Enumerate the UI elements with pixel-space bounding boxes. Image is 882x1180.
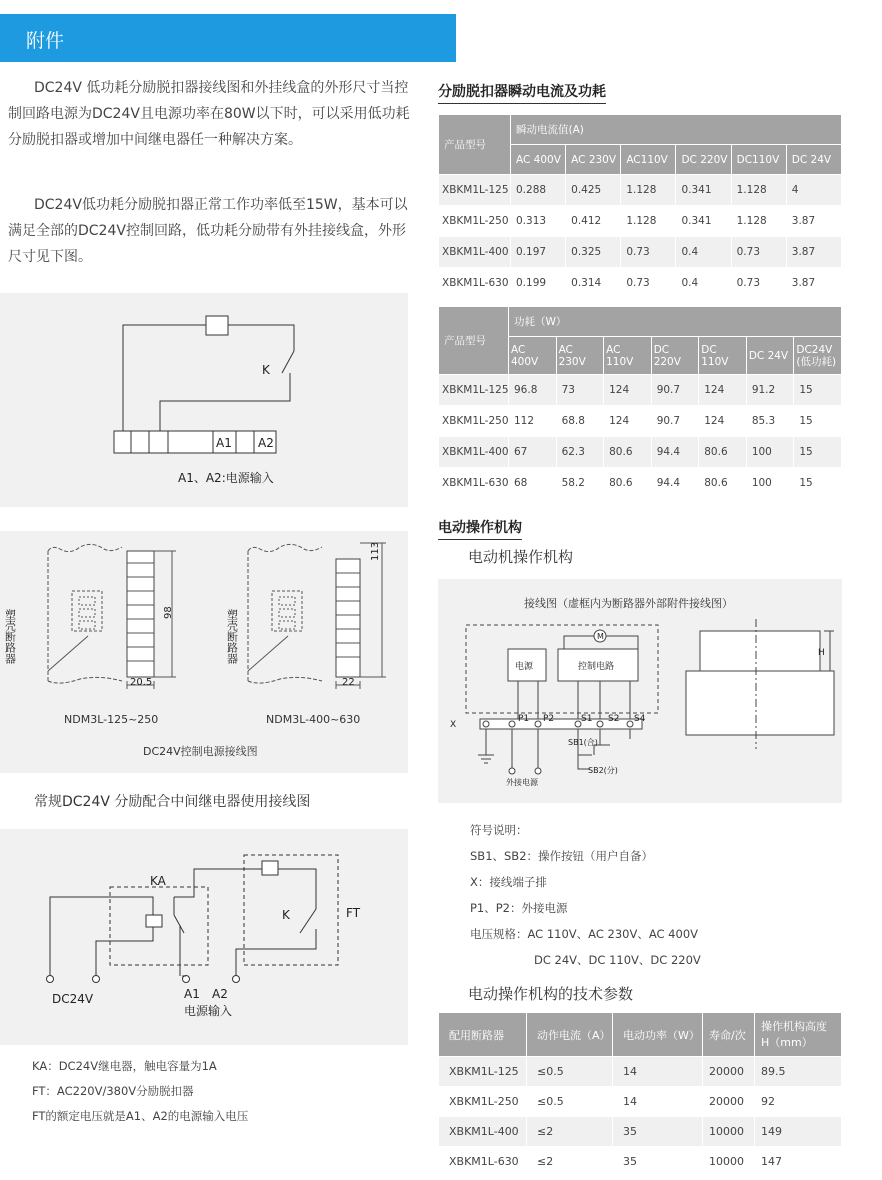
table-cell: 10000 xyxy=(703,1117,755,1147)
sb1-label: SB1(合) xyxy=(568,738,598,747)
symbol-note: 电压规格：AC 110V、AC 230V、AC 400V xyxy=(470,927,699,941)
table-cell: XBKM1L-125 xyxy=(439,375,509,406)
trip-current-table xyxy=(438,114,842,299)
table-cell: 147 xyxy=(755,1147,842,1177)
table1-col-header: AC 230V xyxy=(566,145,621,175)
relay-note-1: KA：DC24V继电器，触电容量为1A xyxy=(32,1059,217,1073)
table-row xyxy=(439,468,842,499)
table-cell: XBKM1L-250 xyxy=(439,406,509,437)
table3-col-header: 电动功率（W） xyxy=(613,1013,703,1057)
table2-col-header: DC 110V xyxy=(699,337,747,375)
diag3-label-k: K xyxy=(282,908,290,922)
table-row xyxy=(439,1117,842,1147)
table-cell: 62.3 xyxy=(556,437,604,468)
diag2-dim-98: 98 xyxy=(163,606,174,619)
table-row xyxy=(439,437,842,468)
diag1-label-a1: A1 xyxy=(216,436,232,450)
diag1-caption: A1、A2:电源输入 xyxy=(178,471,274,485)
table-cell: 4 xyxy=(786,175,841,206)
table-cell: 68.8 xyxy=(556,406,604,437)
table-cell: 80.6 xyxy=(604,437,652,468)
section-header-title: 附件 xyxy=(26,30,65,52)
table-cell: 3.87 xyxy=(786,237,841,268)
table-cell: 100 xyxy=(746,437,794,468)
relay-note-3: FT的额定电压就是A1、A2的电源输入电压 xyxy=(32,1109,249,1123)
table-row xyxy=(439,237,842,268)
terminal-p2-label: P2 xyxy=(543,714,555,724)
table-cell: 0.4 xyxy=(676,268,731,299)
diag3-label-ka: KA xyxy=(150,874,166,888)
table-cell: 1.128 xyxy=(621,206,676,237)
table-cell: 149 xyxy=(755,1117,842,1147)
current-section-title: 分励脱扣器瞬动电流及功耗 xyxy=(438,81,606,104)
table-cell: 0.73 xyxy=(621,237,676,268)
table-cell: 0.73 xyxy=(731,268,786,299)
table-cell: 67 xyxy=(509,437,557,468)
table-cell: 10000 xyxy=(703,1147,755,1177)
diag2-left-side-label: 塑壳断路器 xyxy=(3,609,17,664)
table-cell: 0.341 xyxy=(676,206,731,237)
table-cell: 89.5 xyxy=(755,1057,842,1087)
table-cell: 0.197 xyxy=(511,237,566,268)
motor-section-subtitle: 电动机操作机构 xyxy=(468,548,574,566)
table-cell: 100 xyxy=(746,468,794,499)
diag1-label-a2: A2 xyxy=(258,436,274,450)
table-cell: 0.325 xyxy=(566,237,621,268)
relay-wiring-diagram xyxy=(0,829,408,1045)
table2-col-header: AC 110V xyxy=(604,337,652,375)
table-cell: 91.2 xyxy=(746,375,794,406)
power-box-label: 电源 xyxy=(515,662,534,672)
motor-diagram-caption: 接线图（虚框内为断路器外部附件接线图） xyxy=(524,597,733,610)
table-cell: 96.8 xyxy=(509,375,557,406)
table1-col-header: DC 220V xyxy=(676,145,731,175)
wire-box-dimension-diagram xyxy=(0,531,408,773)
table-cell: 90.7 xyxy=(651,406,699,437)
table-cell: 15 xyxy=(794,375,842,406)
table-cell: 20000 xyxy=(703,1057,755,1087)
symbol-note: P1、P2：外接电源 xyxy=(470,901,568,915)
table-cell: 73 xyxy=(556,375,604,406)
table1-model-header: 产品型号 xyxy=(439,115,511,175)
terminal-s2-label: S2 xyxy=(608,714,620,724)
table-cell: 0.314 xyxy=(566,268,621,299)
table-cell: 68 xyxy=(509,468,557,499)
table3-col-header: 配用断路器 xyxy=(439,1013,527,1057)
table-cell: 92 xyxy=(755,1087,842,1117)
table3-col-header: 动作电流（A） xyxy=(527,1013,613,1057)
table-cell: 94.4 xyxy=(651,468,699,499)
table-row xyxy=(439,375,842,406)
table-row xyxy=(439,1087,842,1117)
diag1-label-k: K xyxy=(262,363,270,377)
table3-col-header: 寿命/次 xyxy=(703,1013,755,1057)
table-cell: XBKM1L-250 xyxy=(439,206,511,237)
table-cell: 20000 xyxy=(703,1087,755,1117)
table-cell: ≤2 xyxy=(527,1147,613,1177)
table-cell: ≤0.5 xyxy=(527,1057,613,1087)
table-cell: 14 xyxy=(613,1057,703,1087)
relay-section-title: 常规DC24V 分励配合中间继电器使用接线图 xyxy=(34,794,311,810)
diag2-caption: DC24V控制电源接线图 xyxy=(143,745,258,758)
table1-col-header: AC110V xyxy=(621,145,676,175)
table-cell: ≤0.5 xyxy=(527,1087,613,1117)
table-cell: 3.87 xyxy=(786,206,841,237)
section-header xyxy=(0,14,456,62)
terminal-s4-label: S4 xyxy=(634,714,646,724)
table-cell: 85.3 xyxy=(746,406,794,437)
table1-col-header: DC110V xyxy=(731,145,786,175)
table-cell: 15 xyxy=(794,437,842,468)
table-cell: 90.7 xyxy=(651,375,699,406)
table-cell: XBKM1L-630 xyxy=(439,468,509,499)
motor-params-table xyxy=(438,1012,842,1177)
table1-group-header: 瞬动电流值(A) xyxy=(511,115,842,145)
table-row xyxy=(439,175,842,206)
table-cell: 124 xyxy=(699,375,747,406)
diag2-right-model: NDM3L-400~630 xyxy=(266,713,361,726)
table-cell: 58.2 xyxy=(556,468,604,499)
table3-col-header: 操作机构高度 H（mm） xyxy=(755,1013,842,1057)
control-box-label: 控制电路 xyxy=(578,662,615,672)
table-cell: XBKM1L-630 xyxy=(439,268,511,299)
table-row xyxy=(439,268,842,299)
table-cell: XBKM1L-250 xyxy=(439,1087,527,1117)
table2-col-header: AC 400V xyxy=(509,337,557,375)
table-row xyxy=(439,406,842,437)
intro-paragraph-1: DC24V 低功耗分励脱扣器接线图和外挂线盒的外形尺寸当控制回路电源为DC24V且电源功率在80W以下时，可以采用低功耗分励脱扣器或增加中间继电器任一种解决方案。 xyxy=(8,80,410,148)
table-row xyxy=(439,206,842,237)
table-cell: 0.73 xyxy=(621,268,676,299)
table-cell: 80.6 xyxy=(604,468,652,499)
motor-symbol: M xyxy=(597,632,604,641)
table-cell: 1.128 xyxy=(731,206,786,237)
table-row xyxy=(439,1147,842,1177)
diag2-dim-22: 22 xyxy=(342,677,355,688)
intro-paragraph-2: DC24V低功耗分励脱扣器正常工作功率低至15W，基本可以满足全部的DC24V控制回路，低功耗分励带有外挂接线盒，外形尺寸见下图。 xyxy=(8,197,408,265)
diag3-label-dc24v: DC24V xyxy=(52,992,94,1006)
diag2-dim-20-5: 20.5 xyxy=(130,677,153,688)
table2-col-header: AC 230V xyxy=(556,337,604,375)
table-cell: 124 xyxy=(604,375,652,406)
sb2-label: SB2(分) xyxy=(588,766,618,775)
diag2-right-side-label: 塑壳断路器 xyxy=(225,609,239,664)
table-cell: 0.73 xyxy=(731,237,786,268)
diag2-left-model: NDM3L-125~250 xyxy=(64,713,159,726)
table-cell: 0.4 xyxy=(676,237,731,268)
diag3-label-a1: A1 xyxy=(184,987,200,1001)
table-cell: 3.87 xyxy=(786,268,841,299)
table-cell: 0.412 xyxy=(566,206,621,237)
table-cell: 0.425 xyxy=(566,175,621,206)
table-cell: XBKM1L-400 xyxy=(439,1117,527,1147)
table-cell: 124 xyxy=(699,406,747,437)
table-cell: 35 xyxy=(613,1117,703,1147)
ext-power-label: 外接电源 xyxy=(506,778,538,787)
table-cell: 124 xyxy=(604,406,652,437)
terminal-p1-label: P1 xyxy=(518,714,530,724)
table-cell: 94.4 xyxy=(651,437,699,468)
diag3-label-ft: FT xyxy=(346,906,361,920)
terminal-s1-label: S1 xyxy=(581,714,593,724)
table-cell: 0.341 xyxy=(676,175,731,206)
shunt-trip-wiring-diagram xyxy=(0,293,408,507)
terminal-x-label: X xyxy=(450,720,457,730)
power-consumption-table xyxy=(438,306,842,499)
table-cell: 0.288 xyxy=(511,175,566,206)
diag3-label-a2: A2 xyxy=(212,987,228,1001)
table-cell: 14 xyxy=(613,1087,703,1117)
relay-note-2: FT：AC220V/380V分励脱扣器 xyxy=(32,1084,194,1098)
table-cell: 112 xyxy=(509,406,557,437)
table-cell: ≤2 xyxy=(527,1117,613,1147)
motor-wiring-diagram xyxy=(438,579,842,803)
symbol-note: 符号说明： xyxy=(470,823,528,837)
table-cell: XBKM1L-400 xyxy=(439,237,511,268)
table-row xyxy=(439,1057,842,1087)
table2-group-header: 功耗（W） xyxy=(509,307,842,337)
table2-col-header: DC 220V xyxy=(651,337,699,375)
motor-params-title: 电动操作机构的技术参数 xyxy=(468,985,634,1003)
table-cell: 0.199 xyxy=(511,268,566,299)
table-cell: 0.313 xyxy=(511,206,566,237)
table2-col-header: DC 24V xyxy=(746,337,794,375)
table1-col-header: DC 24V xyxy=(786,145,841,175)
table2-model-header: 产品型号 xyxy=(439,307,509,375)
table-cell: XBKM1L-125 xyxy=(439,175,511,206)
diag3-label-power: 电源输入 xyxy=(184,1004,233,1018)
table-cell: 80.6 xyxy=(699,437,747,468)
height-h-label: H xyxy=(818,648,825,658)
table-cell: 1.128 xyxy=(731,175,786,206)
symbol-note: X：接线端子排 xyxy=(470,875,547,889)
table-cell: XBKM1L-125 xyxy=(439,1057,527,1087)
table-cell: 15 xyxy=(794,406,842,437)
table1-col-header: AC 400V xyxy=(511,145,566,175)
table-cell: 80.6 xyxy=(699,468,747,499)
table-cell: XBKM1L-400 xyxy=(439,437,509,468)
symbol-note: SB1、SB2：操作按钮（用户自备） xyxy=(470,849,654,863)
symbol-note: DC 24V、DC 110V、DC 220V xyxy=(534,953,701,967)
table-cell: 1.128 xyxy=(621,175,676,206)
table-cell: XBKM1L-630 xyxy=(439,1147,527,1177)
table-cell: 35 xyxy=(613,1147,703,1177)
table2-col-header: DC24V (低功耗) xyxy=(794,337,842,375)
diag2-dim-113: 113 xyxy=(370,541,381,561)
motor-section-title: 电动操作机构 xyxy=(438,517,522,540)
table-cell: 15 xyxy=(794,468,842,499)
